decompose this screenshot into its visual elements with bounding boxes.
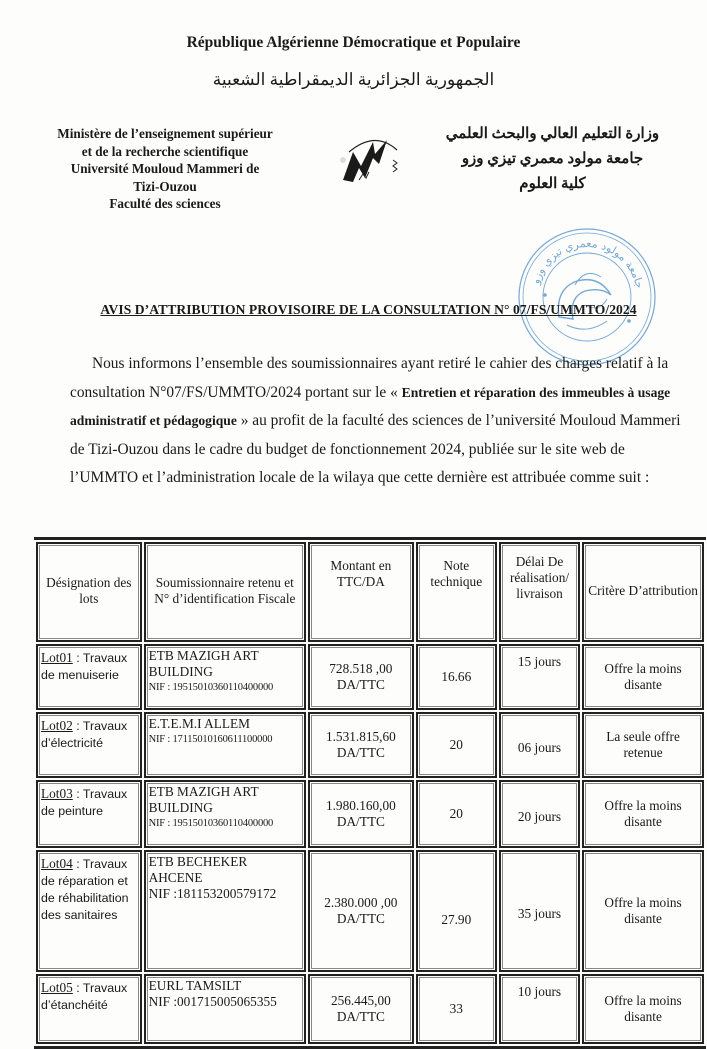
supplier-cell <box>144 644 306 710</box>
amount-cell <box>308 850 414 972</box>
supplier-nif: NIF :001715005065355 <box>148 994 277 1009</box>
lot-cell <box>36 974 142 1044</box>
note-cell: 33 <box>416 974 497 1044</box>
delay-cell: 15 jours <box>499 644 580 710</box>
university-line-ar: جامعة مولود معمري تيزي وزو <box>461 151 644 167</box>
amount-unit: DA/TTC <box>336 911 385 926</box>
supplier-nif: NIF : 19515010360110400000 <box>148 818 274 829</box>
supplier-cell <box>144 850 306 972</box>
delay-cell: 35 jours <box>499 850 580 972</box>
supplier-cell <box>144 780 306 848</box>
criterion-cell: Offre la moins disante <box>582 644 704 710</box>
republic-title-ar: الجمهورية الجزائرية الديمقراطية الشعبية <box>212 70 495 89</box>
university-line-2: Tizi-Ouzou <box>133 178 197 194</box>
col-header-supplier: Soumissionnaire retenu et N° d’identification Fiscale <box>144 542 306 642</box>
notice-body <box>70 350 690 493</box>
lot-code: Lot03 <box>41 786 73 801</box>
delay-cell: 06 jours <box>499 712 580 778</box>
faculty-line: Faculté des sciences <box>109 196 221 211</box>
amount-unit: DA/TTC <box>336 814 385 829</box>
body-text-outro: » au profit de la faculté des sciences de l’université Mouloud Mammeri de Tizi-Ouzou dans le cadre du budget de fonctionnement 2024, publiée sur le site web de l’UMMTO et l’administration locale de la wilaya que cette dernière est attribuée comme suit : <box>70 412 681 486</box>
supplier-cell <box>144 974 306 1044</box>
lot-code: Lot05 <box>41 980 73 995</box>
lot-cell <box>36 712 142 778</box>
lot-cell <box>36 644 142 710</box>
amount-unit: DA/TTC <box>336 1009 385 1024</box>
amount-value: 728.518 ,00 <box>329 661 393 676</box>
amount-value: 256.445,00 <box>330 993 391 1008</box>
note-cell: 27.90 <box>416 850 497 972</box>
supplier-nif: NIF : 17115010160611100000 <box>148 734 273 745</box>
note-cell: 20 <box>416 780 497 848</box>
lot-description: : Travaux de réparation et de réhabilitation des sanitaires <box>41 857 129 922</box>
col-header-amount: Montant en TTC/DA <box>308 542 414 642</box>
stamp-text: جامعة مولود معمري تيزي وزو <box>528 236 647 290</box>
amount-value: 2.380.000 ,00 <box>324 895 398 910</box>
col-header-delay: Délai De réalisation/ livraison <box>499 542 580 642</box>
supplier-nif: NIF : 19515010360110400000 <box>148 682 274 693</box>
supplier-name: E.T.E.M.I ALLEM <box>148 716 250 731</box>
ministry-line-ar: وزارة التعليم العالي والبحث العلمي <box>445 126 660 142</box>
table-header-row <box>36 542 704 642</box>
criterion-cell: Offre la moins disante <box>582 850 704 972</box>
body-text-intro: Nous informons l’ensemble des soumissionnaires ayant retiré le cahier des charges relatif à la consultation N°07/FS/UMMTO/2024 portant sur le « <box>70 355 669 401</box>
lot-cell <box>36 850 142 972</box>
table-row <box>36 974 704 1044</box>
body-text-subject: Entretien et réparation des immeubles à usage administratif et pédagogique <box>70 384 671 428</box>
republic-title-fr: République Algérienne Démocratique et Populaire <box>186 34 521 51</box>
amount-cell <box>308 644 414 710</box>
lot-description: : Travaux de menuiserie <box>41 651 128 682</box>
table-row <box>36 644 704 710</box>
amount-unit: DA/TTC <box>336 677 385 692</box>
supplier-cell <box>144 712 306 778</box>
supplier-nif: NIF :181153200579172 <box>148 886 277 901</box>
col-header-lot: Désignation des lots <box>36 542 142 642</box>
supplier-name: ETB BECHEKER AHCENE <box>148 854 248 885</box>
lot-code: Lot04 <box>41 856 73 871</box>
criterion-cell: Offre la moins disante <box>582 780 704 848</box>
faculty-line-ar: كلية العلوم <box>519 176 586 192</box>
amount-value: 1.531.815,60 <box>325 729 396 744</box>
amount-value: 1.980.160,00 <box>325 798 396 813</box>
note-cell: 16.66 <box>416 644 497 710</box>
ministry-line-1: Ministère de l’enseignement supérieur <box>57 126 273 141</box>
supplier-name: EURL TAMSILT <box>148 978 242 993</box>
lot-description: : Travaux d’étanchéité <box>41 981 128 1012</box>
lot-code: Lot02 <box>41 718 73 733</box>
ministry-line-2: et de la recherche scientifique <box>81 143 249 159</box>
university-logo-icon <box>335 130 405 190</box>
table-row <box>36 712 704 778</box>
col-header-criterion: Critère D’attribution <box>582 542 704 642</box>
amount-unit: DA/TTC <box>336 745 385 760</box>
delay-cell: 20 jours <box>499 780 580 848</box>
table-row <box>36 780 704 848</box>
criterion-cell: La seule offre retenue <box>582 712 704 778</box>
supplier-name: ETB MAZIGH ART BUILDING <box>148 784 259 815</box>
official-stamp-icon <box>515 225 660 370</box>
delay-cell: 10 jours <box>499 974 580 1044</box>
criterion-cell: Offre la moins disante <box>582 974 704 1044</box>
notice-title: AVIS D’ATTRIBUTION PROVISOIRE DE LA CONSULTATION N° 07/FS/UMMTO/2024 <box>100 302 637 317</box>
col-header-note: Note technique <box>416 542 497 642</box>
institution-header-ar <box>430 122 675 197</box>
table-row <box>36 850 704 972</box>
university-line-1: Université Mouloud Mammeri de <box>70 161 260 176</box>
lot-description: : Travaux d’électricité <box>41 719 128 750</box>
amount-cell <box>308 780 414 848</box>
note-cell: 20 <box>416 712 497 778</box>
lot-description: : Travaux de peinture <box>41 787 128 818</box>
amount-cell <box>308 974 414 1044</box>
amount-cell <box>308 712 414 778</box>
institution-header-fr <box>20 125 310 213</box>
supplier-name: ETB MAZIGH ART BUILDING <box>148 648 259 679</box>
lot-cell <box>36 780 142 848</box>
lot-code: Lot01 <box>41 650 73 665</box>
attribution-table <box>34 537 706 1049</box>
